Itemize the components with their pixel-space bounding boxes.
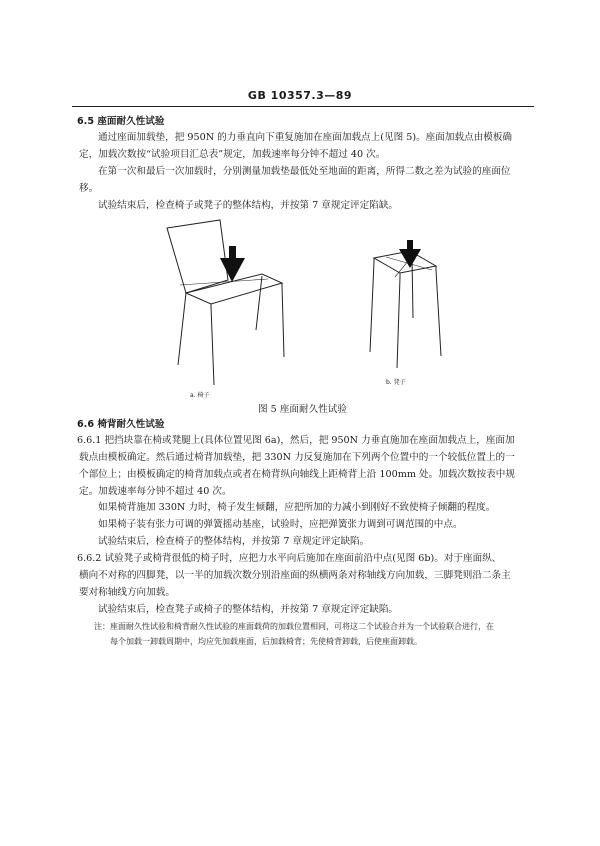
section-6-5-para2: 在第一次和最后一次加载时，分别测量加载垫最低处至地面的距离，所得二数之差为试验的座面位 (98, 166, 511, 177)
section-6-5-para3: 试验结束后，检查椅子或凳子的整体结构，并按第 7 章规定评定陷缺。 (98, 200, 399, 211)
section-6-6-2-line1: 6.6.2 试验凳子或椅背很低的椅子时，应把力水平向后施加在座面前沿中点(见图 6b)。对于座面纵、 (77, 553, 502, 564)
section-6-6-1-line3: 个部位上；由模板确定的椅背加载点或者在椅背纵向轴线上距椅背上沿 100mm 处。加载次数按表中规 (79, 469, 515, 480)
section-6-6-1-para3: 如果椅子装有张力可调的弹簧摇动基座，试验时，应把弹簧张力调到可调范围的中点。 (98, 519, 463, 530)
section-6-6-1-line1: 6.6.1 把挡块靠在椅或凳腿上(具体位置见图 6a)，然后，把 950N 力垂直施加在座面加载点上，座面加 (77, 435, 515, 446)
section-6-6-1-line2: 载点由模板确定。然后通过椅背加载垫，把 330N 力反复施加在下列两个位置中的一个较低位置上的一 (79, 452, 515, 463)
section-6-5-para2-cont: 移。 (79, 183, 99, 194)
figure-label-stool: b. 凳子 (386, 379, 406, 386)
figure-label-chair: a. 椅子 (190, 392, 210, 399)
stool-illustration (370, 249, 441, 368)
stool-load-arrow (399, 240, 421, 268)
section-6-5-title: 6.5 座面耐久性试验 (77, 116, 165, 127)
section-6-6-2-para2: 试验结束后，检查凳子或椅子的整体结构，并按第 7 章规定评定缺陷。 (98, 604, 399, 615)
note-line2: 每个加载一卸载周期中，均应先加载座面，后加载椅背；先使椅背卸载，后使座面卸载。 (110, 637, 422, 646)
standard-code-header: GB 10357.3—89 (247, 89, 353, 102)
chair-illustration (167, 220, 284, 385)
section-6-6-1-para4: 试验结束后，检查椅子的整体结构，并按第 7 章规定评定缺陷。 (98, 536, 370, 547)
section-6-5-para1-cont: 定，加载次数按“试验项目汇总表”规定，加载速率每分钟不超过 40 次。 (79, 149, 386, 160)
section-6-6-1-para2: 如果椅背施加 330N 力时，椅子发生倾翻，应把所加的力减小到刚好不致使椅子倾翻的程度。 (98, 502, 496, 513)
section-6-6-2-line3: 要对称轴线方向加载。 (79, 587, 175, 598)
note-line1: 注：座面耐久性试验和椅背耐久性试验的座面载荷的加载位置相同，可将这二个试验合并为一个试验联合进行，在 (94, 622, 494, 631)
section-6-6-2-line2: 横向不对称的四脚凳，以一半的加载次数分别沿座面的纵横两条对称轴线方向加载，三脚凳则沿二条主 (79, 570, 511, 581)
section-6-5-para1: 通过座面加载垫，把 950N 的力垂直向下重复施加在座面加载点上(见图 5)。座面加载点由模板确 (98, 132, 513, 143)
figure-5-caption: 图 5 座面耐久性试验 (258, 404, 347, 415)
section-6-6-1-line4: 定。加载速率每分钟不超过 40 次。 (79, 486, 232, 497)
section-6-6-title: 6.6 椅背耐久性试验 (77, 419, 165, 430)
